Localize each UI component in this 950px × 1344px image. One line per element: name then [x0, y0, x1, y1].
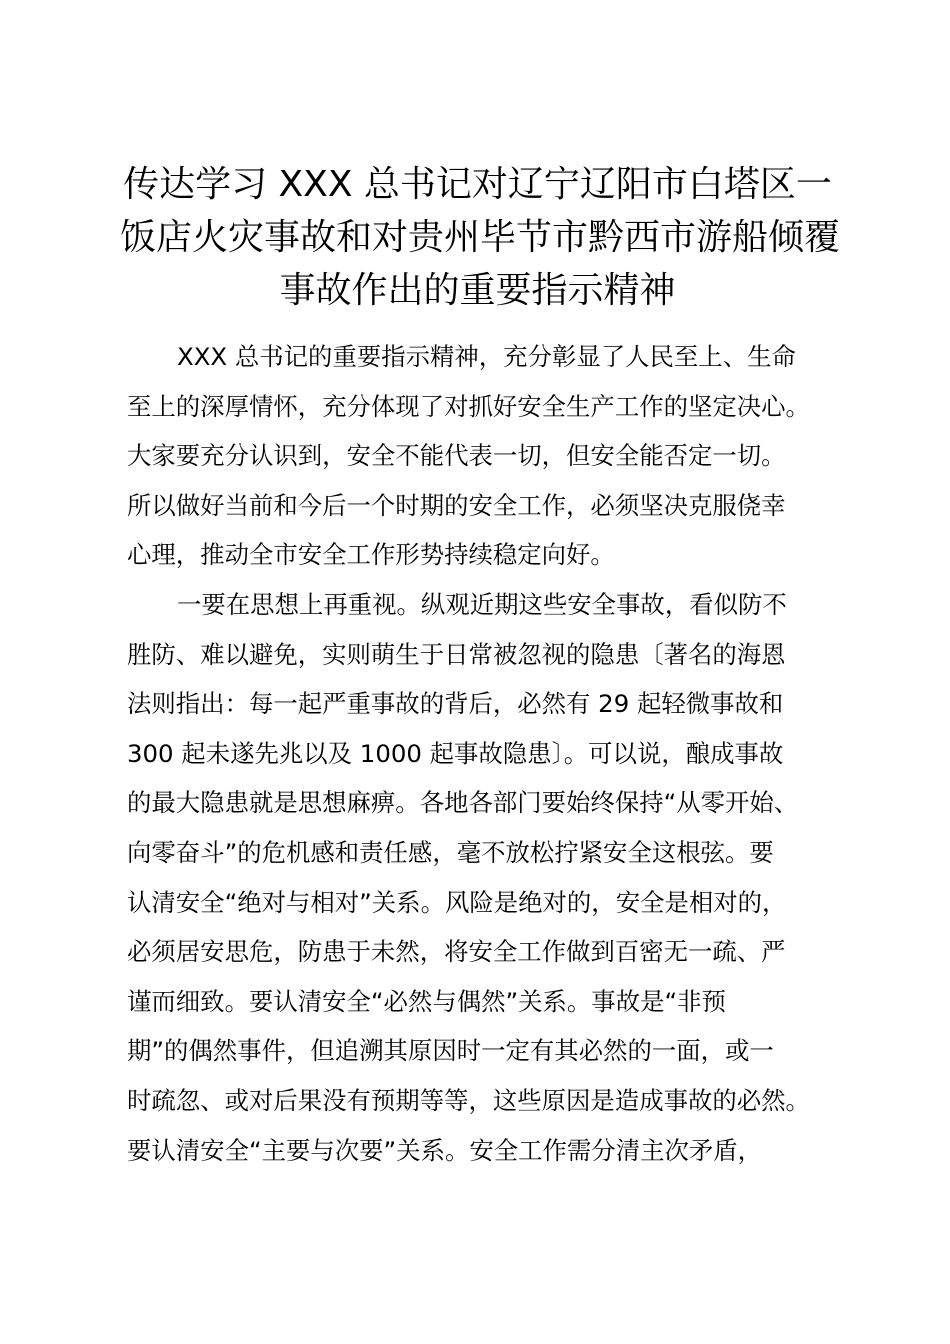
text-line: XXX 总书记的重要指示精神，充分彰显了人民至上、生命	[177, 342, 796, 371]
text-line: 300 起未遂先兆以及 1000 起事故隐患〕。可以说，酿成事故	[127, 738, 784, 768]
text-line: 胜防、难以避免，实则萌生于日常被忽视的隐患〔著名的海恩	[127, 639, 786, 669]
text-line: 要认清安全“主要与次要”关系。安全工作需分清主次矛盾，	[127, 1135, 763, 1165]
text-line: 至上的深厚情怀，充分体现了对抓好安全生产工作的坚定决心。	[127, 391, 810, 421]
text-line: 的最大隐患就是思想麻痹。各地各部门要始终保持“从零开始、	[127, 788, 799, 818]
paragraph-intro	[127, 332, 847, 580]
text-line: 向零奋斗”的危机感和责任感，毫不放松拧紧安全这根弦。要	[127, 837, 774, 867]
text-line: 一要在思想上再重视。纵观近期这些安全事故，看似防不	[177, 589, 787, 619]
text-line: 法则指出：每一起严重事故的背后，必然有 29 起轻微事故和	[127, 689, 784, 719]
text-line: 认清安全“绝对与相对”关系。风险是绝对的，安全是相对的，	[127, 887, 787, 917]
title-line: 传达学习 XXX 总书记对辽宁辽阳市白塔区一	[123, 164, 832, 205]
text-line: 所以做好当前和今后一个时期的安全工作，必须坚决克服侥幸	[127, 490, 786, 520]
text-line: 大家要充分认识到，安全不能代表一切，但安全能否定一切。	[127, 441, 786, 471]
text-line: 必须居安思危，防患于未然，将安全工作做到百密无一疏、严	[127, 937, 786, 967]
text-line: 谨而细致。要认清安全“必然与偶然”关系。事故是“非预	[127, 986, 726, 1016]
text-line: 心理，推动全市安全工作形势持续稳定向好。	[127, 540, 615, 570]
document-body	[127, 332, 847, 1175]
text-line: 期”的偶然事件，但追溯其原因时一定有其必然的一面，或一	[127, 1036, 774, 1066]
title-line: 饭店火灾事故和对贵州毕节市黔西市游船倾覆	[120, 217, 841, 258]
document-title	[120, 158, 841, 317]
title-line: 事故作出的重要指示精神	[279, 270, 676, 311]
text-line: 时疏忽、或对后果没有预期等等，这些原因是造成事故的必然。	[127, 1085, 810, 1115]
paragraph-point-one	[127, 580, 847, 1175]
